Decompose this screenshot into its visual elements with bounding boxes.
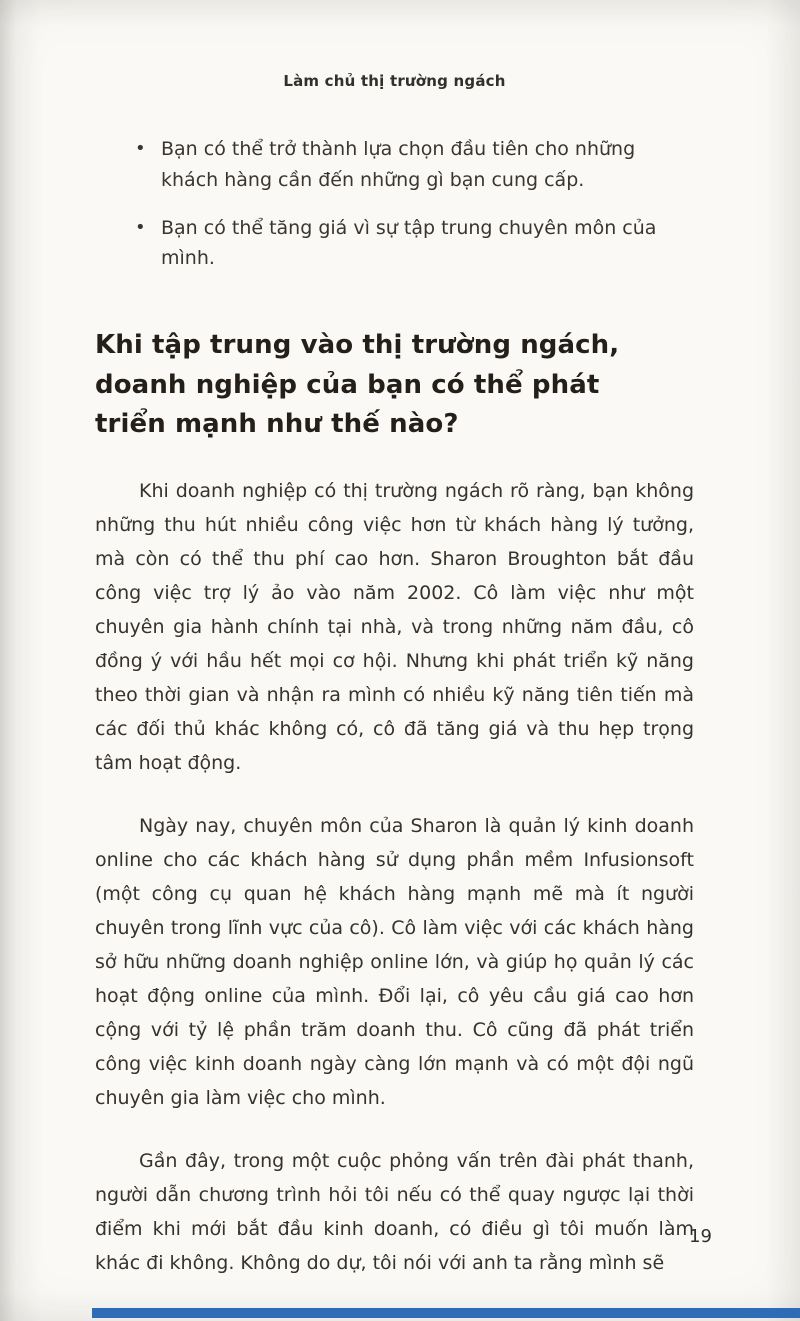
- bullet-dot-icon: •: [135, 216, 146, 238]
- bullet-item: [95, 213, 694, 275]
- body-paragraph: Ngày nay, chuyên môn của Sharon là quản lý kinh doanh online cho các khách hàng sử dụng phần mềm Infusionsoft (một công cụ quan hệ khách hàng mạnh mẽ mà ít người chuyên trong lĩnh vực của cô). Cô làm việc với các khách hàng sở hữu những doanh nghiệp online lớn, và giúp họ quản lý các hoạt động online của mình. Đổi lại, cô yêu cầu giá cao hơn cộng với tỷ lệ phần trăm doanh thu. Cô cũng đã phát triển công việc kinh doanh ngày càng lớn mạnh và có một đội ngũ chuyên gia làm việc cho mình.: [95, 814, 694, 1109]
- bullet-dot-icon: •: [135, 138, 146, 159]
- bullet-list: [95, 134, 694, 274]
- bullet-text: Bạn có thể trở thành lựa chọn đầu tiên cho những khách hàng cần đến những gì bạn cung cấp.: [161, 138, 636, 191]
- page-number: 19: [689, 1226, 712, 1247]
- bullet-item: [95, 134, 694, 196]
- section-heading: Khi tập trung vào thị trường ngách, doanh nghiệp của bạn có thể phát triển mạnh như thế nào?: [95, 330, 620, 440]
- bullet-text: Bạn có thể tăng giá vì sự tập trung chuyên môn của mình.: [161, 216, 657, 270]
- body-paragraph: Gần đây, trong một cuộc phỏng vấn trên đài phát thanh, người dẫn chương trình hỏi tôi nếu có thể quay ngược lại thời điểm khi mới bắt đầu kinh doanh, có điều gì tôi muốn làm khác đi không. Không do dự, tôi nói với anh ta rằng mình sẽ: [95, 1149, 694, 1274]
- page-content: [95, 0, 694, 1280]
- footer-accent-bar: [92, 1308, 800, 1318]
- body-paragraph: Khi doanh nghiệp có thị trường ngách rõ ràng, bạn không những thu hút nhiều công việc hơn từ khách hàng lý tưởng, mà còn có thể thu phí cao hơn. Sharon Broughton bắt đầu công việc trợ lý ảo vào năm 2002. Cô làm việc như một chuyên gia hành chính tại nhà, và trong những năm đầu, cô đồng ý với hầu hết mọi cơ hội. Nhưng khi phát triển kỹ năng theo thời gian và nhận ra mình có nhiều kỹ năng tiên tiến mà các đối thủ khác không có, cô đã tăng giá và thu hẹp trọng tâm hoạt động.: [95, 479, 694, 774]
- running-header: Làm chủ thị trường ngách: [283, 72, 506, 90]
